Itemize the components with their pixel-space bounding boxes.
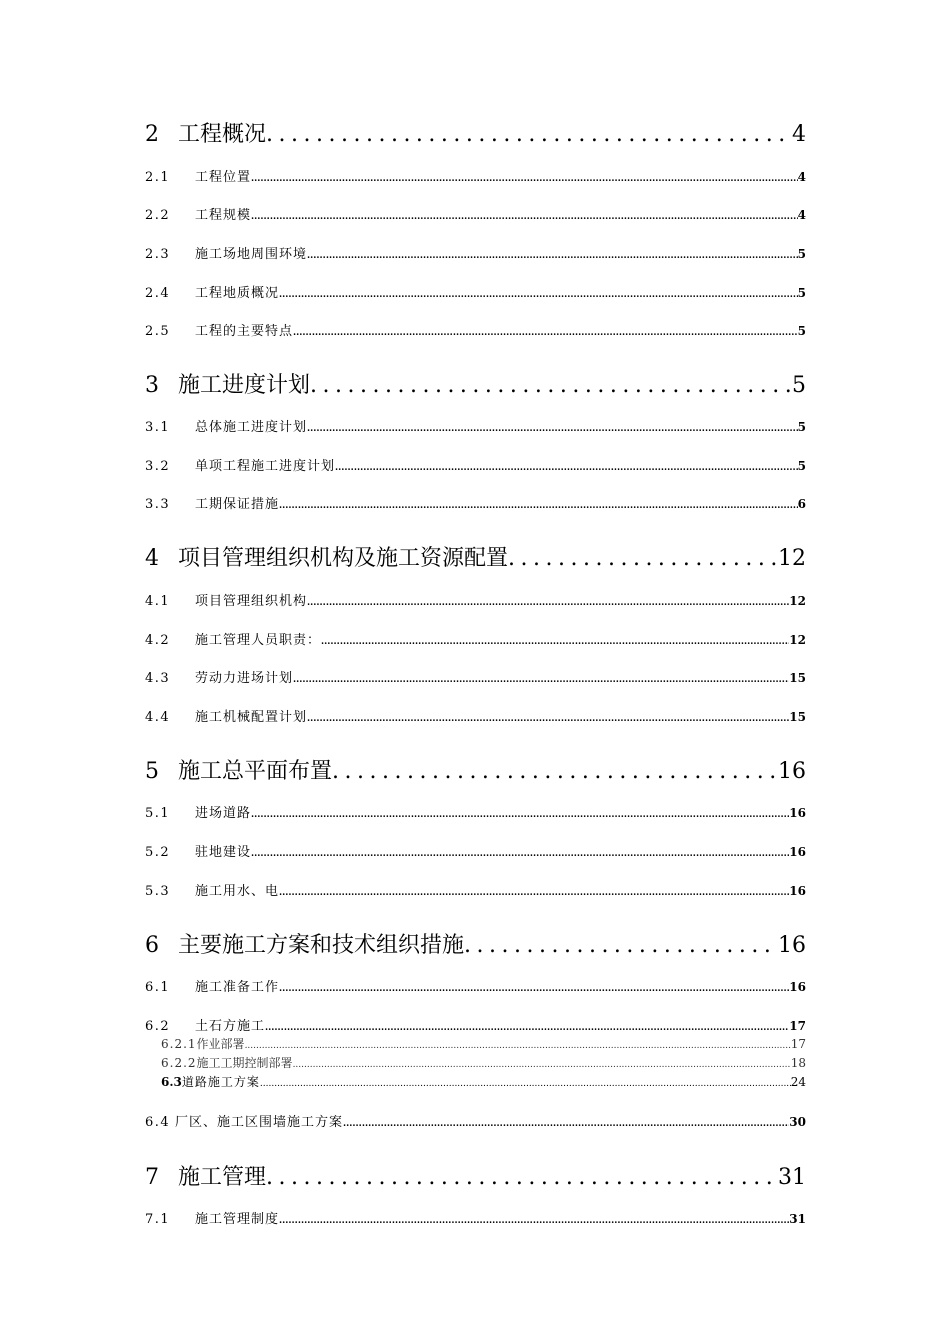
toc-title: 工程规模 <box>195 208 252 223</box>
toc-leader <box>293 675 789 685</box>
toc-title: 单项工程施工进度计划 <box>195 459 336 474</box>
toc-entry-4-4[interactable] <box>145 706 806 724</box>
toc-page-number: 5 <box>797 286 806 300</box>
toc-number: 3.2 <box>145 459 171 474</box>
toc-title: 主要施工方案和技术组织措施 <box>178 933 465 958</box>
toc-number: 6 <box>145 933 159 958</box>
toc-page-number: 16 <box>789 980 806 994</box>
toc-title: 项目管理组织机构及施工资源配置 <box>178 546 509 571</box>
toc-leader <box>464 933 778 958</box>
toc-number: 5 <box>145 759 159 784</box>
toc-entry-ch3[interactable] <box>145 368 806 398</box>
toc-number: 6.2 <box>145 1019 171 1034</box>
toc-entry-2-5[interactable] <box>145 320 806 338</box>
toc-title: 工程位置 <box>195 170 252 185</box>
toc-title: 厂区、施工区围墙施工方案 <box>175 1115 344 1130</box>
toc-page-number: 17 <box>790 1037 806 1051</box>
toc-entry-ch7[interactable] <box>145 1160 806 1190</box>
toc-entry-ch6[interactable] <box>145 928 806 958</box>
toc-title: 土石方施工 <box>195 1019 266 1034</box>
toc-number: 2.3 <box>145 247 171 262</box>
toc-title: 施工管理人员职责： <box>195 633 322 648</box>
toc-number: 4.2 <box>145 633 171 648</box>
toc-leader <box>335 463 798 473</box>
toc-entry-ch5[interactable] <box>145 754 806 784</box>
toc-entry-6-1[interactable] <box>145 976 806 994</box>
toc-leader <box>251 849 789 859</box>
toc-title: 劳动力进场计划 <box>195 671 294 686</box>
toc-title: 驻地建设 <box>195 845 252 860</box>
toc-leader <box>266 1165 778 1190</box>
toc-page-number: 5 <box>797 420 806 434</box>
toc-page-number: 5 <box>797 324 806 338</box>
toc-leader <box>279 984 789 994</box>
toc-leader <box>508 546 778 571</box>
toc-page-number: 5 <box>792 373 806 398</box>
toc-number: 5.1 <box>145 806 171 821</box>
toc-title: 施工管理制度 <box>195 1212 280 1227</box>
toc-title: 工期保证措施 <box>195 497 280 512</box>
toc-leader <box>245 1041 791 1051</box>
toc-page-number: 16 <box>778 933 806 958</box>
toc-page-number: 15 <box>789 710 806 724</box>
toc-title: 施工用水、电 <box>195 884 280 899</box>
toc-entry-6-2[interactable] <box>145 1015 806 1033</box>
toc-entry-7-1[interactable] <box>145 1208 806 1226</box>
toc-number: 6.4 <box>145 1115 171 1130</box>
toc-title: 施工场地周围环境 <box>195 247 308 262</box>
toc-number: 2 <box>145 122 159 147</box>
toc-title: 总体施工进度计划 <box>195 420 308 435</box>
toc-leader <box>265 1023 789 1033</box>
toc-page-number: 30 <box>789 1115 806 1129</box>
toc-leader <box>266 122 792 147</box>
toc-entry-2-4[interactable] <box>145 282 806 300</box>
toc-entry-4-1[interactable] <box>145 590 806 608</box>
toc-title: 工程的主要特点 <box>195 324 294 339</box>
toc-page-number: 31 <box>778 1165 806 1190</box>
toc-title: 施工工期控制部署 <box>196 1056 293 1070</box>
toc-title: 施工管理 <box>178 1165 267 1190</box>
toc-entry-6-2-1[interactable] <box>161 1035 806 1051</box>
toc-number: 7 <box>145 1165 159 1190</box>
toc-number: 4 <box>145 546 159 571</box>
toc-page-number: 15 <box>789 671 806 685</box>
toc-page-number: 12 <box>789 594 806 608</box>
toc-page-number: 12 <box>778 546 806 571</box>
toc-entry-6-3[interactable] <box>161 1073 806 1089</box>
toc-page-number: 24 <box>790 1075 806 1089</box>
toc-entry-5-3[interactable] <box>145 880 806 898</box>
toc-number: 3.1 <box>145 420 171 435</box>
toc-title: 作业部署 <box>196 1037 245 1051</box>
toc-number: 4.4 <box>145 710 171 725</box>
toc-number: 4.3 <box>145 671 171 686</box>
toc-entry-4-2[interactable] <box>145 629 806 647</box>
toc-leader <box>293 1060 791 1070</box>
toc-page-number: 12 <box>789 633 806 647</box>
toc-entry-3-2[interactable] <box>145 455 806 473</box>
toc-entry-6-4[interactable] <box>145 1111 806 1129</box>
toc-title: 施工总平面布置 <box>178 759 333 784</box>
toc-number: 7.1 <box>145 1212 171 1227</box>
toc-page-number: 16 <box>789 845 806 859</box>
toc-leader <box>279 1216 789 1226</box>
toc-page-number: 31 <box>789 1212 806 1226</box>
toc-leader <box>279 888 789 898</box>
toc-page-number: 4 <box>792 122 806 147</box>
toc-leader <box>321 637 789 647</box>
toc-page-number: 5 <box>797 247 806 261</box>
toc-page-number: 16 <box>789 884 806 898</box>
toc-number: 2.5 <box>145 324 171 339</box>
toc-entry-4-3[interactable] <box>145 667 806 685</box>
toc-entry-2-2[interactable] <box>145 204 806 222</box>
toc-number: 6.3 <box>161 1075 182 1089</box>
toc-number: 3.3 <box>145 497 171 512</box>
toc-entry-2-1[interactable] <box>145 166 806 184</box>
toc-entry-5-2[interactable] <box>145 841 806 859</box>
toc-leader <box>260 1079 791 1089</box>
toc-leader <box>343 1119 789 1129</box>
toc-entry-5-1[interactable] <box>145 802 806 820</box>
toc-page-number: 6 <box>797 497 806 511</box>
toc-entry-ch4[interactable] <box>145 541 806 571</box>
toc-number: 2.1 <box>145 170 171 185</box>
toc-title: 进场道路 <box>195 806 252 821</box>
toc-page-number: 5 <box>797 459 806 473</box>
toc-number: 3 <box>145 373 159 398</box>
toc-title: 施工机械配置计划 <box>195 710 308 725</box>
toc-entry-6-2-2[interactable] <box>161 1054 806 1070</box>
toc-page-number: 17 <box>789 1019 806 1033</box>
toc-leader <box>307 251 798 261</box>
toc-page-number: 18 <box>790 1056 806 1070</box>
toc-leader <box>307 714 789 724</box>
toc-page-number: 16 <box>789 806 806 820</box>
toc-leader <box>332 759 778 784</box>
toc-entry-2-3[interactable] <box>145 243 806 261</box>
toc-leader <box>251 810 789 820</box>
toc-number: 6.2.1 <box>161 1037 197 1051</box>
toc-leader <box>307 424 798 434</box>
toc-entry-3-1[interactable] <box>145 416 806 434</box>
toc-entry-ch2[interactable] <box>145 117 806 147</box>
toc-leader <box>251 174 798 184</box>
toc-leader <box>307 598 789 608</box>
toc-title: 施工准备工作 <box>195 980 280 995</box>
toc-page-number: 4 <box>797 208 806 222</box>
toc-title: 工程地质概况 <box>195 286 280 301</box>
toc-leader <box>293 328 798 338</box>
toc-number: 5.2 <box>145 845 171 860</box>
toc-number: 4.1 <box>145 594 171 609</box>
toc-page-number: 16 <box>778 759 806 784</box>
toc-entry-3-3[interactable] <box>145 493 806 511</box>
toc-leader <box>251 212 798 222</box>
toc-title: 道路施工方案 <box>181 1075 260 1089</box>
toc-number: 5.3 <box>145 884 171 899</box>
toc-leader <box>279 290 798 300</box>
toc-title: 施工进度计划 <box>178 373 311 398</box>
toc-number: 2.2 <box>145 208 171 223</box>
toc-number: 2.4 <box>145 286 171 301</box>
toc-number: 6.1 <box>145 980 171 995</box>
toc-leader <box>310 373 792 398</box>
toc-title: 项目管理组织机构 <box>195 594 308 609</box>
toc-title: 工程概况 <box>178 122 267 147</box>
toc-page-number: 4 <box>797 170 806 184</box>
toc-number: 6.2.2 <box>161 1056 197 1070</box>
toc-leader <box>279 501 798 511</box>
